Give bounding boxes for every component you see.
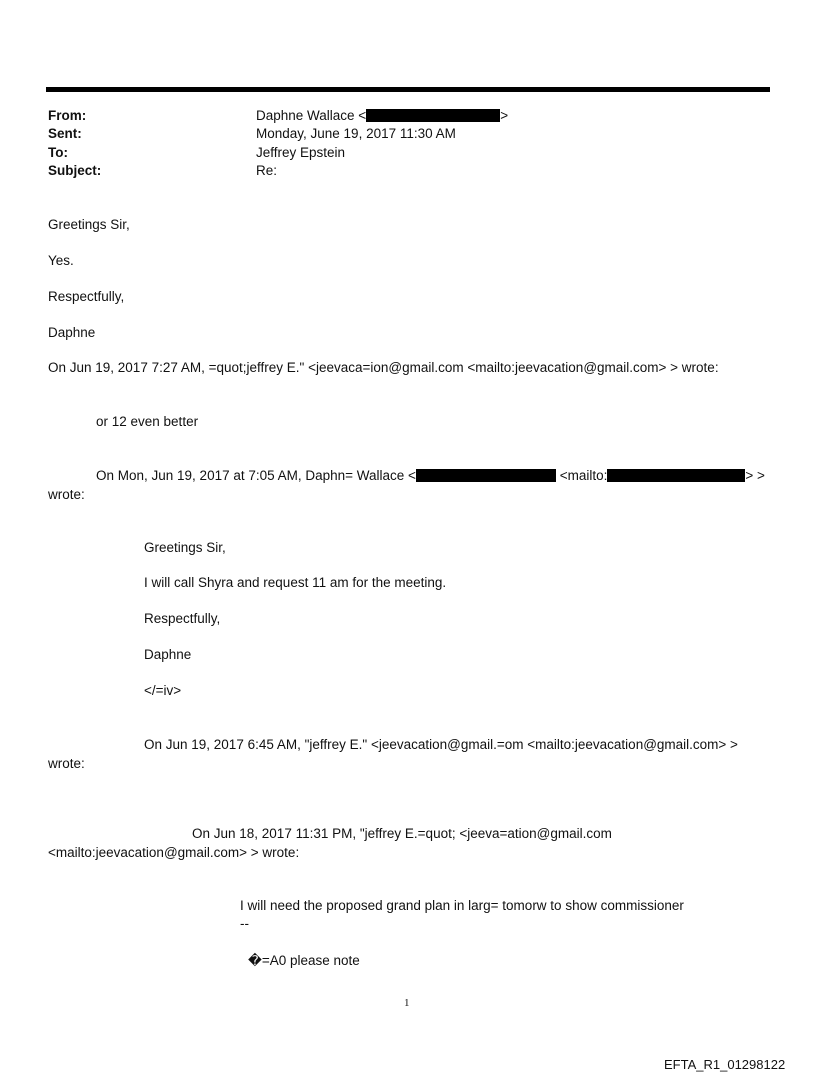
quote4-dashes: -- [240, 916, 249, 931]
header-rule [46, 87, 770, 92]
quote2-tag: </=iv> [144, 683, 182, 698]
subject-label: Subject: [48, 163, 102, 178]
redaction-bar [366, 109, 500, 122]
sent-value: Monday, June 19, 2017 11:30 AM [256, 126, 456, 141]
subject-value: Re: [256, 163, 278, 178]
signature: Daphne [48, 325, 96, 340]
quote2-signature: Daphne [144, 647, 192, 662]
from-name: Daphne Wallace < [256, 108, 367, 123]
quote1-intro: On Jun 19, 2017 7:27 AM, =quot;jeffrey E." <jeevaca=ion@gmail.com <mailto:jeevacation@gmail.com> > wrote: [48, 360, 719, 375]
to-label: To: [48, 145, 68, 160]
quote2-intro [96, 468, 765, 483]
redaction-bar [416, 469, 556, 482]
document-id: EFTA_R1_01298122 [664, 1057, 786, 1072]
page-number: 1 [404, 997, 410, 1009]
quote2-intro-a: On Mon, Jun 19, 2017 at 7:05 AM, Daphn= Wallace < [96, 468, 416, 483]
quote2-intro-b: <mailto: [559, 468, 608, 483]
reply-text: Yes. [48, 253, 74, 268]
quote1-text: or 12 even better [96, 414, 199, 429]
from-end: > [500, 108, 509, 123]
quote2-text: I will call Shyra and request 11 am for the meeting. [144, 575, 447, 590]
quote4-intro: On Jun 18, 2017 11:31 PM, "jeffrey E.=quot; <jeeva=ation@gmail.com [192, 826, 612, 841]
closing: Respectfully, [48, 289, 125, 304]
quote4-text: I will need the proposed grand plan in larg= tomorw to show commissioner [240, 898, 684, 913]
quote2-greeting: Greetings Sir, [144, 540, 226, 555]
quote3-intro: On Jun 19, 2017 6:45 AM, "jeffrey E." <jeevacation@gmail.=om <mailto:jeevacation@gmail.com> > [144, 737, 738, 752]
quote2-intro-c: > > [745, 468, 765, 483]
quote2-wrote: wrote: [48, 487, 85, 502]
quote2-closing: Respectfully, [144, 611, 221, 626]
greeting: Greetings Sir, [48, 217, 130, 232]
quote3-wrote: wrote: [48, 756, 85, 771]
from-value [256, 108, 508, 123]
redaction-bar [607, 469, 745, 482]
quote4-intro-continued: <mailto:jeevacation@gmail.com> > wrote: [48, 845, 300, 860]
quote4-note: �=A0 please note [248, 953, 360, 968]
to-value: Jeffrey Epstein [256, 145, 346, 160]
from-label: From: [48, 108, 87, 123]
sent-label: Sent: [48, 126, 82, 141]
